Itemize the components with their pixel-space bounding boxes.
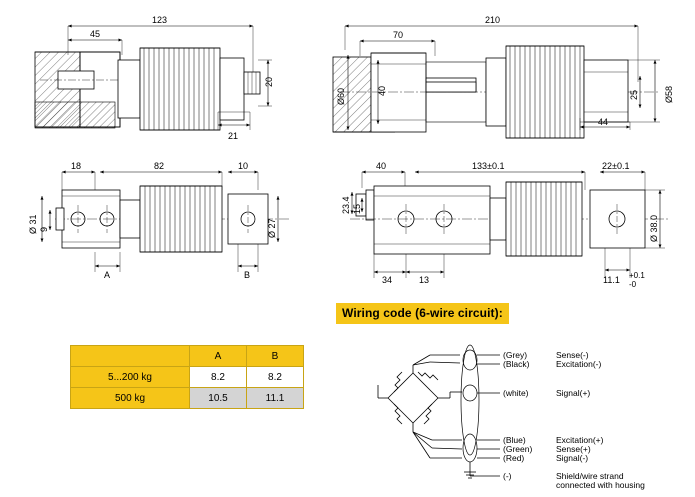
row-label-5-200kg: 5...200 kg xyxy=(71,367,190,388)
wire-label-blue-color: (Blue) xyxy=(503,435,526,445)
dim-dia60: Ø60 xyxy=(336,87,346,105)
dim-10: 10 xyxy=(238,161,249,171)
row-0-value-b: 8.2 xyxy=(247,367,304,388)
dim-22: 22±0.1 xyxy=(602,161,630,171)
dim-133: 133±0.1 xyxy=(472,161,505,171)
dimension-table xyxy=(70,345,304,409)
bottom-left-view xyxy=(42,172,290,272)
top-left-view xyxy=(35,26,272,130)
label-A: A xyxy=(104,270,111,280)
table-header-a: A xyxy=(190,346,247,367)
dim-tolerance-lower: -0 xyxy=(629,280,637,289)
dim-dia58: Ø58 xyxy=(664,85,674,103)
dim-tolerance-upper: +0.1 xyxy=(629,271,645,280)
dim-70: 70 xyxy=(393,30,404,40)
dim-dia38: Ø 38.0 xyxy=(649,214,659,242)
dim-13: 13 xyxy=(419,275,430,285)
top-right-view xyxy=(333,26,660,138)
dim-18: 18 xyxy=(71,161,82,171)
wire-label-shield-signal-cont: connected with housing xyxy=(556,480,645,490)
dim-45: 45 xyxy=(90,29,101,39)
wire-label-white-signal: Signal(+) xyxy=(556,388,591,398)
wire-label-red-signal: Signal(-) xyxy=(556,453,589,463)
wire-label-green-signal: Sense(+) xyxy=(556,444,591,454)
row-0-value-a: 8.2 xyxy=(190,367,247,388)
dim-123: 123 xyxy=(152,15,168,25)
wiring-diagram xyxy=(378,345,500,478)
dim-21: 21 xyxy=(228,131,239,141)
wire-label-white-color: (white) xyxy=(503,388,529,398)
table-header-b: B xyxy=(247,346,304,367)
wiring-code-title: Wiring code (6-wire circuit): xyxy=(336,303,509,324)
wire-label-red-color: (Red) xyxy=(503,453,525,463)
wire-label-green-color: (Green) xyxy=(503,444,533,454)
table-header-blank xyxy=(71,346,190,367)
dim-40: 40 xyxy=(377,85,387,96)
table-row xyxy=(71,367,304,388)
dim-25: 25 xyxy=(629,89,639,100)
dim-9: 9 xyxy=(39,226,49,232)
wire-label-black-signal: Excitation(-) xyxy=(556,359,602,369)
dim-34: 34 xyxy=(382,275,393,285)
dim-dia27: Ø 27 xyxy=(267,218,277,238)
wire-label-grey-color: (Grey) xyxy=(503,350,528,360)
dim-111: 11.1 xyxy=(603,275,620,285)
dim-210: 210 xyxy=(485,15,501,25)
row-1-value-b: 11.1 xyxy=(247,388,304,409)
dim-15: 15 xyxy=(352,203,362,214)
wire-label-shield-signal: Shield/wire strand xyxy=(556,471,624,481)
row-label-500kg: 500 kg xyxy=(71,388,190,409)
table-header-row xyxy=(71,346,304,367)
bottom-right-view xyxy=(350,172,670,278)
dim-44: 44 xyxy=(598,117,609,127)
dim-20: 20 xyxy=(264,76,274,87)
dim-82: 82 xyxy=(154,161,165,171)
wire-label-grey-signal: Sense(-) xyxy=(556,350,589,360)
label-B: B xyxy=(244,270,251,280)
dim-dia31: Ø 31 xyxy=(28,214,38,234)
dim-40b: 40 xyxy=(376,161,387,171)
wire-label-black-color: (Black) xyxy=(503,359,530,369)
wire-label-blue-signal: Excitation(+) xyxy=(556,435,604,445)
wire-label-shield-color: (-) xyxy=(503,471,512,481)
dim-234: 23.4 xyxy=(341,196,351,214)
table-row xyxy=(71,388,304,409)
row-1-value-a: 10.5 xyxy=(190,388,247,409)
